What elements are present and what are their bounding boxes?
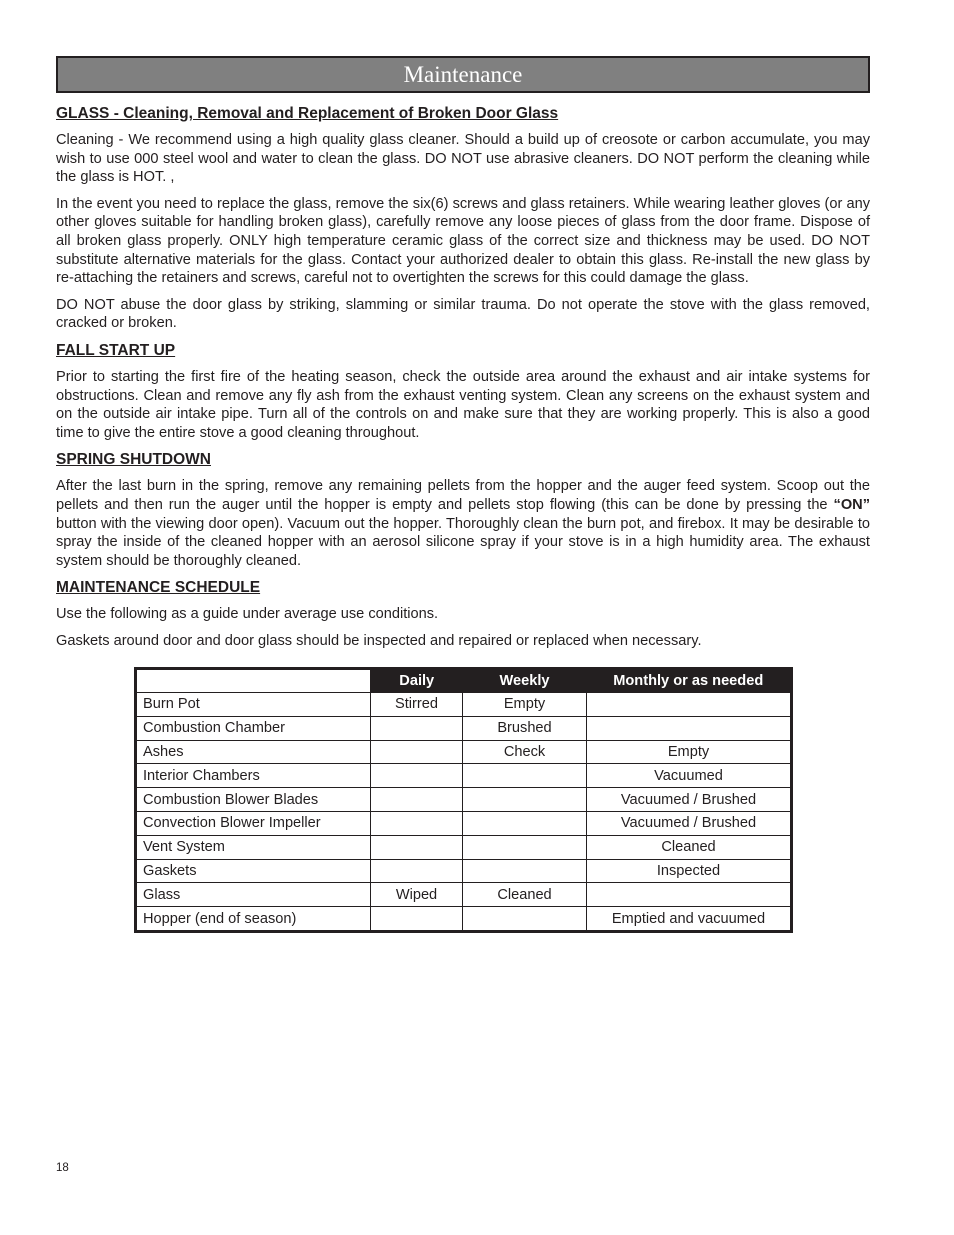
weekly-cell: Cleaned: [463, 883, 587, 907]
spring-shutdown-paragraph: [56, 477, 870, 570]
section-banner: [56, 56, 870, 93]
daily-cell: [371, 740, 463, 764]
glass-paragraph-3: DO NOT abuse the door glass by striking, slamming or similar trauma. Do not operate the stove with the glass removed, cracked or broken.: [56, 296, 870, 332]
spring-text-after: button with the viewing door open). Vacuum out the hopper. Thoroughly clean the burn pot, and firebox. It may be desirable to spray the inside of the cleaned hopper with an aerosol silicone spray if your stove is in a high humidity area. The exhaust system should be thoroughly cleaned.: [56, 515, 870, 569]
monthly-cell: Emptied and vacuumed: [587, 907, 792, 932]
schedule-paragraph-2: Gaskets around door and door glass should be inspected and repaired or replaced when necessary.: [56, 632, 702, 649]
maintenance-schedule-table: [134, 667, 793, 933]
page-content: [56, 104, 870, 658]
table-row: [136, 883, 792, 907]
weekly-cell: [463, 811, 587, 835]
fall-startup-paragraph: Prior to starting the first fire of the heating season, check the outside area around the exhaust and air intake systems for obstructions. Clean and remove any fly ash from the exhaust venting system. Clean any screens on the exhaust system and on the outside air intake pipe. Turn all of the controls on and make sure that they are working properly. This is also a good time to give the entire stove a good cleaning throughout.: [56, 368, 870, 441]
monthly-cell: Vacuumed / Brushed: [587, 788, 792, 812]
daily-cell: [371, 716, 463, 740]
item-cell: Convection Blower Impeller: [136, 811, 371, 835]
monthly-cell: Inspected: [587, 859, 792, 883]
header-cell-weekly: Weekly: [463, 669, 587, 693]
spring-text-before: After the last burn in the spring, remove any remaining pellets from the hopper and the auger feed system. Scoop out the pellets and then run the auger until the hopper is empty and pellets stop flowing (this can be done by pressing the: [56, 478, 870, 513]
page-title: Maintenance: [403, 61, 523, 87]
weekly-cell: Brushed: [463, 716, 587, 740]
weekly-cell: [463, 835, 587, 859]
daily-cell: Wiped: [371, 883, 463, 907]
table-header-row: [136, 669, 792, 693]
on-button-label: “ON”: [833, 496, 870, 513]
page-number: 18: [56, 1162, 69, 1174]
glass-paragraph-2: In the event you need to replace the glass, remove the six(6) screws and glass retainers. While wearing leather gloves (or any other gloves suitable for handling broken glass), carefully remove any loose pieces of glass from the door frame. Dispose of all broken glass properly. ONLY high temperature ceramic glass of the correct size and thickness may be used. DO NOT substitute alternative materials for the glass. Contact your authorized dealer to obtain this glass. Re-install the new glass by re-attaching the retainers and screws, careful not to overtighten the screws for this could damage the glass.: [56, 195, 870, 287]
weekly-cell: Empty: [463, 693, 587, 717]
glass-paragraph-1: Cleaning - We recommend using a high quality glass cleaner. Should a build up of creosote or carbon accumulate, you may wish to use 000 steel wool and water to clean the glass. DO NOT use abrasive cleaners. DO NOT perform the cleaning while the glass is HOT. ,: [56, 132, 870, 186]
header-cell-item: [136, 669, 371, 693]
monthly-cell: [587, 883, 792, 907]
item-cell: Gaskets: [136, 859, 371, 883]
item-cell: Interior Chambers: [136, 764, 371, 788]
monthly-cell: Empty: [587, 740, 792, 764]
fall-startup-heading: FALL START UP: [56, 341, 176, 359]
table-row: [136, 693, 792, 717]
monthly-cell: [587, 693, 792, 717]
monthly-cell: Vacuumed / Brushed: [587, 811, 792, 835]
item-cell: Hopper (end of season): [136, 907, 371, 932]
spring-shutdown-heading: SPRING SHUTDOWN: [56, 451, 211, 469]
header-cell-monthly: Monthly or as needed: [587, 669, 792, 693]
daily-cell: [371, 811, 463, 835]
table-row: [136, 740, 792, 764]
daily-cell: [371, 907, 463, 932]
table-row: [136, 859, 792, 883]
table-row: [136, 716, 792, 740]
item-cell: Combustion Blower Blades: [136, 788, 371, 812]
item-cell: Burn Pot: [136, 693, 371, 717]
table-row: [136, 811, 792, 835]
weekly-cell: [463, 907, 587, 932]
item-cell: Combustion Chamber: [136, 716, 371, 740]
weekly-cell: Check: [463, 740, 587, 764]
weekly-cell: [463, 859, 587, 883]
daily-cell: [371, 788, 463, 812]
glass-heading: GLASS - Cleaning, Removal and Replacement of Broken Door Glass: [56, 105, 559, 122]
item-cell: Vent System: [136, 835, 371, 859]
table-row: [136, 835, 792, 859]
table-row: [136, 907, 792, 932]
weekly-cell: [463, 764, 587, 788]
monthly-cell: Vacuumed: [587, 764, 792, 788]
daily-cell: [371, 835, 463, 859]
table-row: [136, 764, 792, 788]
schedule-paragraph-1: Use the following as a guide under average use conditions.: [56, 606, 439, 623]
daily-cell: Stirred: [371, 693, 463, 717]
maintenance-schedule-heading: MAINTENANCE SCHEDULE: [56, 579, 261, 597]
item-cell: Glass: [136, 883, 371, 907]
monthly-cell: Cleaned: [587, 835, 792, 859]
daily-cell: [371, 764, 463, 788]
header-cell-daily: Daily: [371, 669, 463, 693]
item-cell: Ashes: [136, 740, 371, 764]
weekly-cell: [463, 788, 587, 812]
monthly-cell: [587, 716, 792, 740]
daily-cell: [371, 859, 463, 883]
table-row: [136, 788, 792, 812]
